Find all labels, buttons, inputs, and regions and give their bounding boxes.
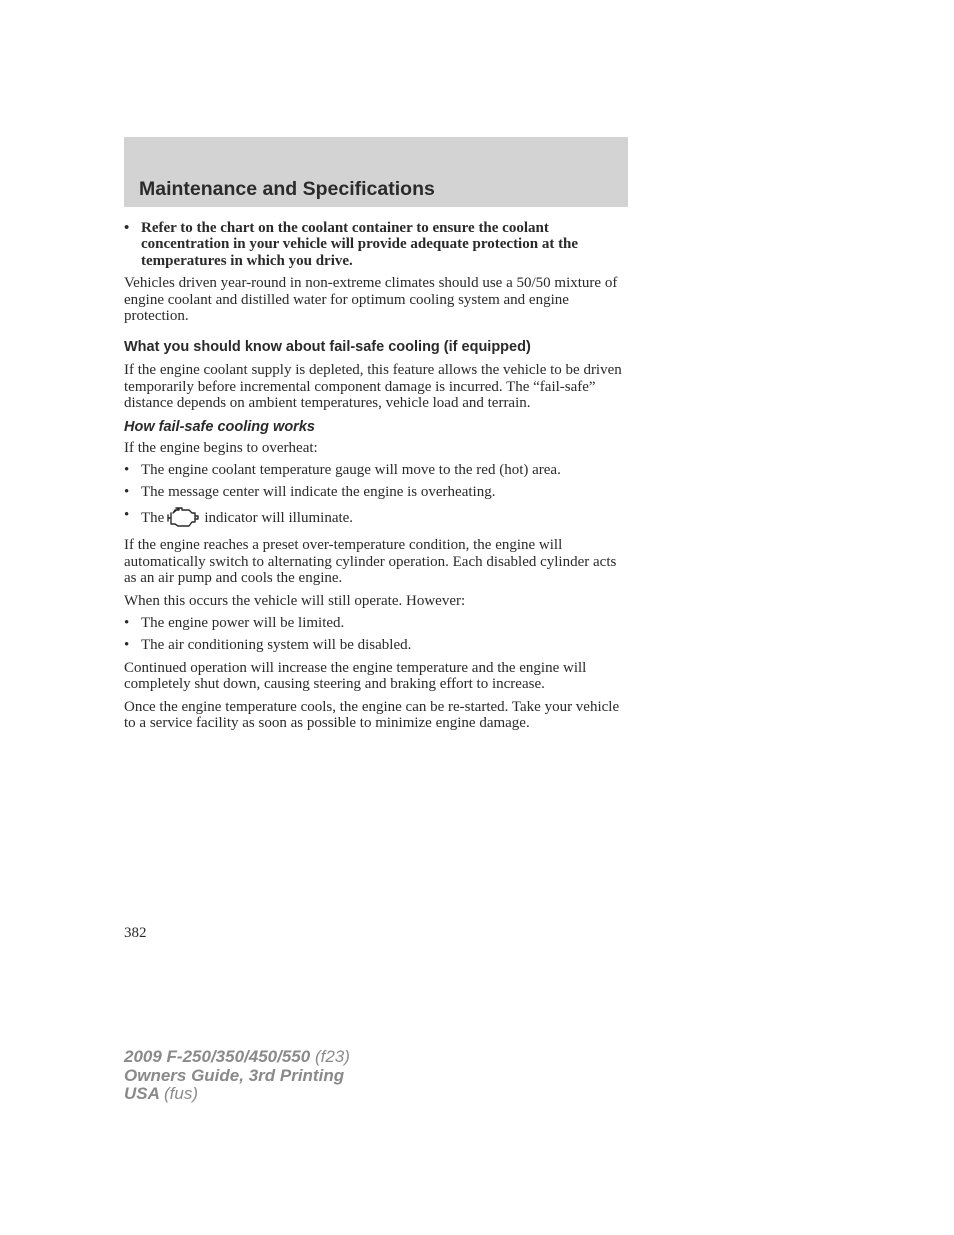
subsection-lead: If the engine begins to overheat: <box>124 439 318 456</box>
intro-bullet-list <box>124 220 628 269</box>
page-number: 382 <box>124 925 147 941</box>
intro-paragraph: Vehicles driven year-round in non-extreme climates should use a 50/50 mixture of engine coolant and distilled water for optimum cooling system and engine protection. <box>124 275 618 325</box>
list-item: • Refer to the chart on the coolant container to ensure the coolant concentration in your vehicle will provide adequate protection at the temperatures in which you drive. <box>124 220 579 269</box>
list-item: • The engine power will be limited. <box>124 614 345 631</box>
section-heading: What you should know about fail-safe cooling (if equipped) <box>124 339 531 356</box>
section-paragraph: If the engine coolant supply is depleted, this feature allows the vehicle to be driven temporarily before incremental component damage is incurred. The “fail-safe” distance depends on ambient temperatures, vehicle load and terrain. <box>124 362 622 412</box>
list-item: • The message center will indicate the engine is overheating. <box>124 484 496 501</box>
overheat-bullet-list <box>124 462 628 531</box>
page-title: Maintenance and Specifications <box>139 178 435 200</box>
check-engine-icon <box>166 507 200 531</box>
bullet-icon: • <box>124 614 130 631</box>
bullet-icon: • <box>124 462 130 479</box>
page-content <box>124 220 628 737</box>
shutdown-paragraph: Continued operation will increase the engine temperature and the engine will completely shut down, causing steering and braking effort to increase. <box>124 659 587 693</box>
operate-paragraph: When this occurs the vehicle will still operate. However: <box>124 592 466 609</box>
section-header-band <box>124 137 628 207</box>
footer-line-market: USA (fus) <box>124 1084 198 1103</box>
footer <box>124 1048 350 1104</box>
bullet-icon: • <box>124 220 130 236</box>
list-item: • The indicator will illuminate. <box>124 507 628 531</box>
bullet-icon: • <box>124 506 130 523</box>
limits-bullet-list <box>124 615 628 654</box>
cylinder-paragraph: If the engine reaches a preset over-temperature condition, the engine will automatically switch to alternating cylinder operation. Each disabled cylinder acts as an air pump and cools the engine. <box>124 537 617 587</box>
footer-line-guide: Owners Guide, 3rd Printing <box>124 1065 345 1085</box>
list-item: • The engine coolant temperature gauge will move to the red (hot) area. <box>124 462 561 479</box>
footer-line-model: 2009 F-250/350/450/550 (f23) <box>124 1047 350 1066</box>
subsection-heading: How fail-safe cooling works <box>124 418 315 435</box>
bullet-icon: • <box>124 637 130 654</box>
list-item: • The air conditioning system will be disabled. <box>124 637 412 654</box>
restart-paragraph: Once the engine temperature cools, the engine can be re-started. Take your vehicle to a service facility as soon as possible to minimize engine damage. <box>124 698 620 731</box>
bullet-icon: • <box>124 484 130 501</box>
